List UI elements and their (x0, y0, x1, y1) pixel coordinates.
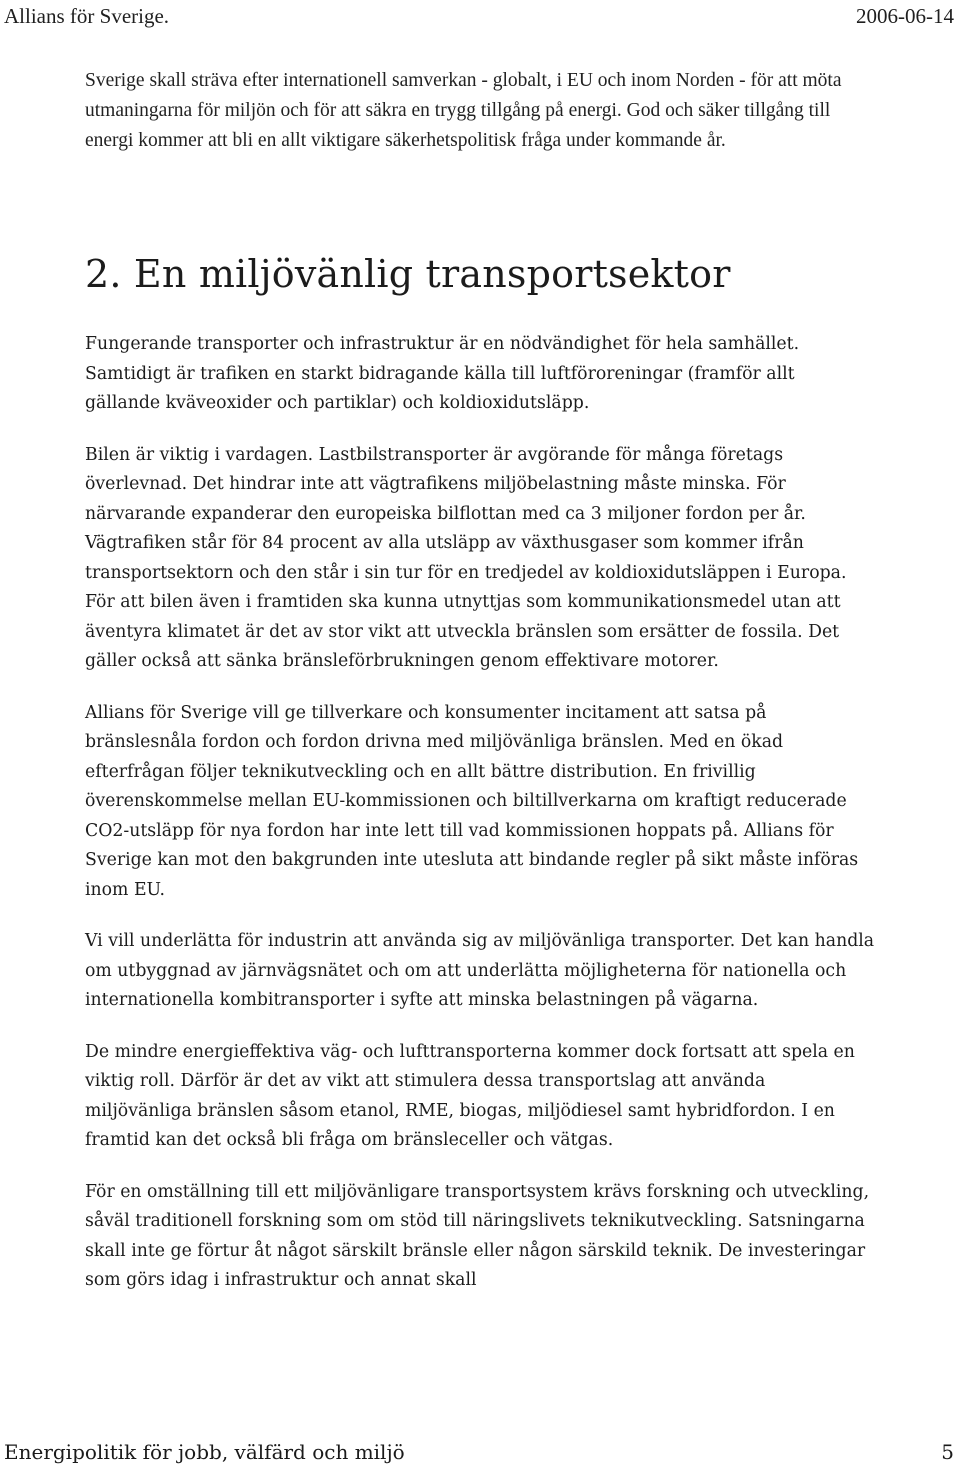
page-number: 5 (941, 1440, 954, 1464)
document-body (85, 66, 875, 1296)
page-header (0, 0, 960, 34)
section-heading: 2. En miljövänlig transportsektor (85, 252, 731, 296)
header-title: Allians för Sverige. (4, 4, 170, 28)
body-paragraph: Vi vill underlätta för industrin att använda sig av miljövänliga transporter. Det kan handla om utbyggnad av järnvägsnätet och om att underlätta möjligheterna för nationella och internationella kombitransporter i syfte att minska belastningen på vägarna. (85, 931, 875, 1010)
body-paragraph: De mindre energieffektiva väg- och lufttransporterna kommer dock fortsatt att spela en viktig roll. Därför är det av vikt att stimulera dessa transportslag att använda miljövänliga bränslen såsom etanol, RME, biogas, miljödiesel samt hybridfordon. I en framtid kan det också bli fråga om bränsleceller och vätgas. (85, 1041, 855, 1150)
body-paragraph: Bilen är viktig i vardagen. Lastbilstransporter är avgörande för många företags överlevnad. Det hindrar inte att vägtrafikens miljöbelastning måste minska. För närvarande expanderar den europeiska bilflottan med ca 3 miljoner fordon per år. Vägtrafiken står för 84 procent av alla utsläpp av växthusgaser som kommer ifrån transportsektorn och den står i sin tur för en tredjedel av koldioxidutsläppen i Europa. För att bilen även i framtiden ska kunna utnyttjas som kommunikationsmedel utan att äventyra klimatet är det av stor vikt att utveckla bränslen som ersätter de fossila. Det gäller också att sänka bränsleförbrukningen genom effektivare motorer. (85, 444, 847, 671)
intro-paragraph: Sverige skall sträva efter internationell samverkan - globalt, i EU och inom Norden - för att möta utmaningarna för miljön och för att säkra en trygg tillgång på energi. God och säker tillgång till energi kommer att bli en allt viktigare säkerhetspolitisk fråga under kommande år. (85, 70, 842, 151)
body-paragraph: För en omställning till ett miljövänligare transportsystem krävs forskning och utveckling, såväl traditionell forskning som om stöd till näringslivets teknikutveckling. Satsningarna skall inte ge förtur åt något särskilt bränsle eller någon särskild teknik. De investeringar som görs idag i infrastruktur och annat skall (85, 1181, 870, 1290)
page-footer (0, 1434, 960, 1468)
body-paragraph: Allians för Sverige vill ge tillverkare och konsumenter incitament att satsa på bränslesnåla fordon och fordon drivna med miljövänliga bränslen. Med en ökad efterfrågan följer teknikutveckling och en allt bättre distribution. En frivillig överenskommelse mellan EU-kommissionen och biltillverkarna om kraftigt reducerade CO2-utsläpp för nya fordon har inte lett till vad kommissionen hoppats på. Allians för Sverige kan mot den bakgrunden inte utesluta att bindande regler på sikt måste införas inom EU. (85, 702, 859, 900)
header-date: 2006-06-14 (856, 4, 954, 28)
body-paragraph: Fungerande transporter och infrastruktur är en nödvändighet för hela samhället. Samtidigt är trafiken en starkt bidragande källa till luftföroreningar (framför allt gällande kväveoxider och partiklar) och koldioxidutsläpp. (85, 334, 800, 413)
footer-document-title: Energipolitik för jobb, välfärd och miljö (4, 1440, 405, 1464)
